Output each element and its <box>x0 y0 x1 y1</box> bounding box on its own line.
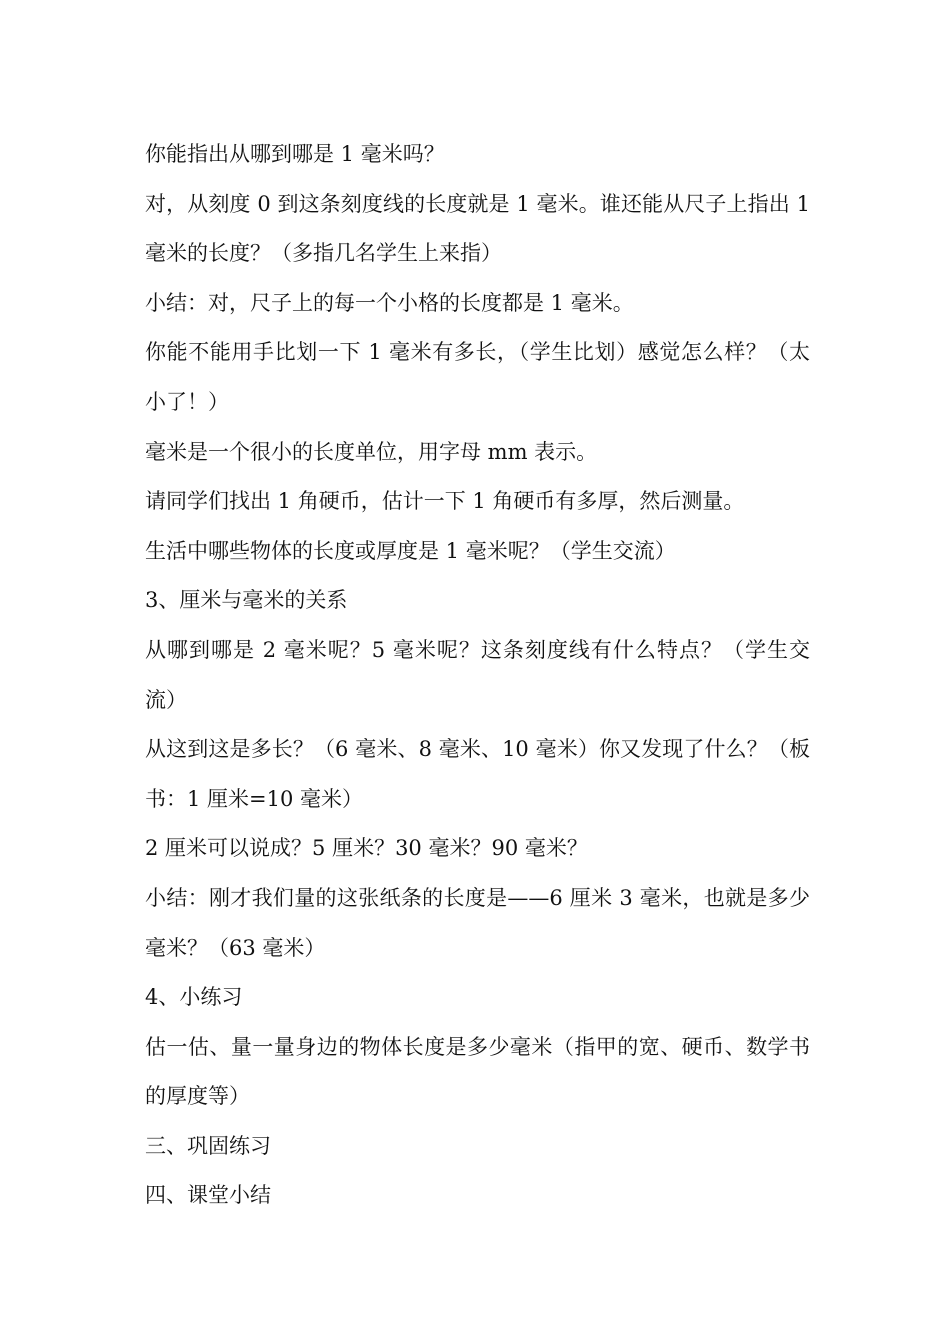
paragraph: 生活中哪些物体的长度或厚度是 1 毫米呢？（学生交流） <box>145 538 676 563</box>
paragraph: 请同学们找出 1 角硬币，估计一下 1 角硬币有多厚，然后测量。 <box>145 489 745 514</box>
paragraph: 从哪到哪是 2 毫米呢？5 毫米呢？这条刻度线有什么特点？（学生交流） <box>145 637 810 712</box>
paragraph: 毫米是一个很小的长度单位，用字母 mm 表示。 <box>145 439 598 464</box>
paragraph: 2 厘米可以说成？5 厘米？30 毫米？90 毫米？ <box>145 836 588 861</box>
paragraph: 小结：对，尺子上的每一个小格的长度都是 1 毫米。 <box>145 290 634 315</box>
section-heading: 四、课堂小结 <box>145 1183 271 1208</box>
section-heading: 三、巩固练习 <box>145 1133 271 1158</box>
paragraph: 你能不能用手比划一下 1 毫米有多长，（学生比划）感觉怎么样？（太小了！） <box>145 340 810 414</box>
paragraph: 估一估、量一量身边的物体长度是多少毫米（指甲的宽、硬币、数学书的厚度等） <box>145 1034 810 1109</box>
paragraph: 小结：刚才我们量的这张纸条的长度是——6 厘米 3 毫米，也就是多少毫米？（63 毫米） <box>145 885 810 960</box>
section-heading: 3、厘米与毫米的关系 <box>145 588 348 613</box>
paragraph: 对，从刻度 0 到这条刻度线的长度就是 1 毫米。谁还能从尺子上指出 1 毫米的长度？（多指几名学生上来指） <box>145 191 810 266</box>
paragraph: 从这到这是多长？（6 毫米、8 毫米、10 毫米）你又发现了什么？（板书：1 厘米=10 毫米） <box>145 737 810 811</box>
section-heading: 4、小练习 <box>145 985 243 1010</box>
document-body <box>145 130 810 1221</box>
paragraph: 你能指出从哪到哪是 1 毫米吗？ <box>145 142 445 166</box>
